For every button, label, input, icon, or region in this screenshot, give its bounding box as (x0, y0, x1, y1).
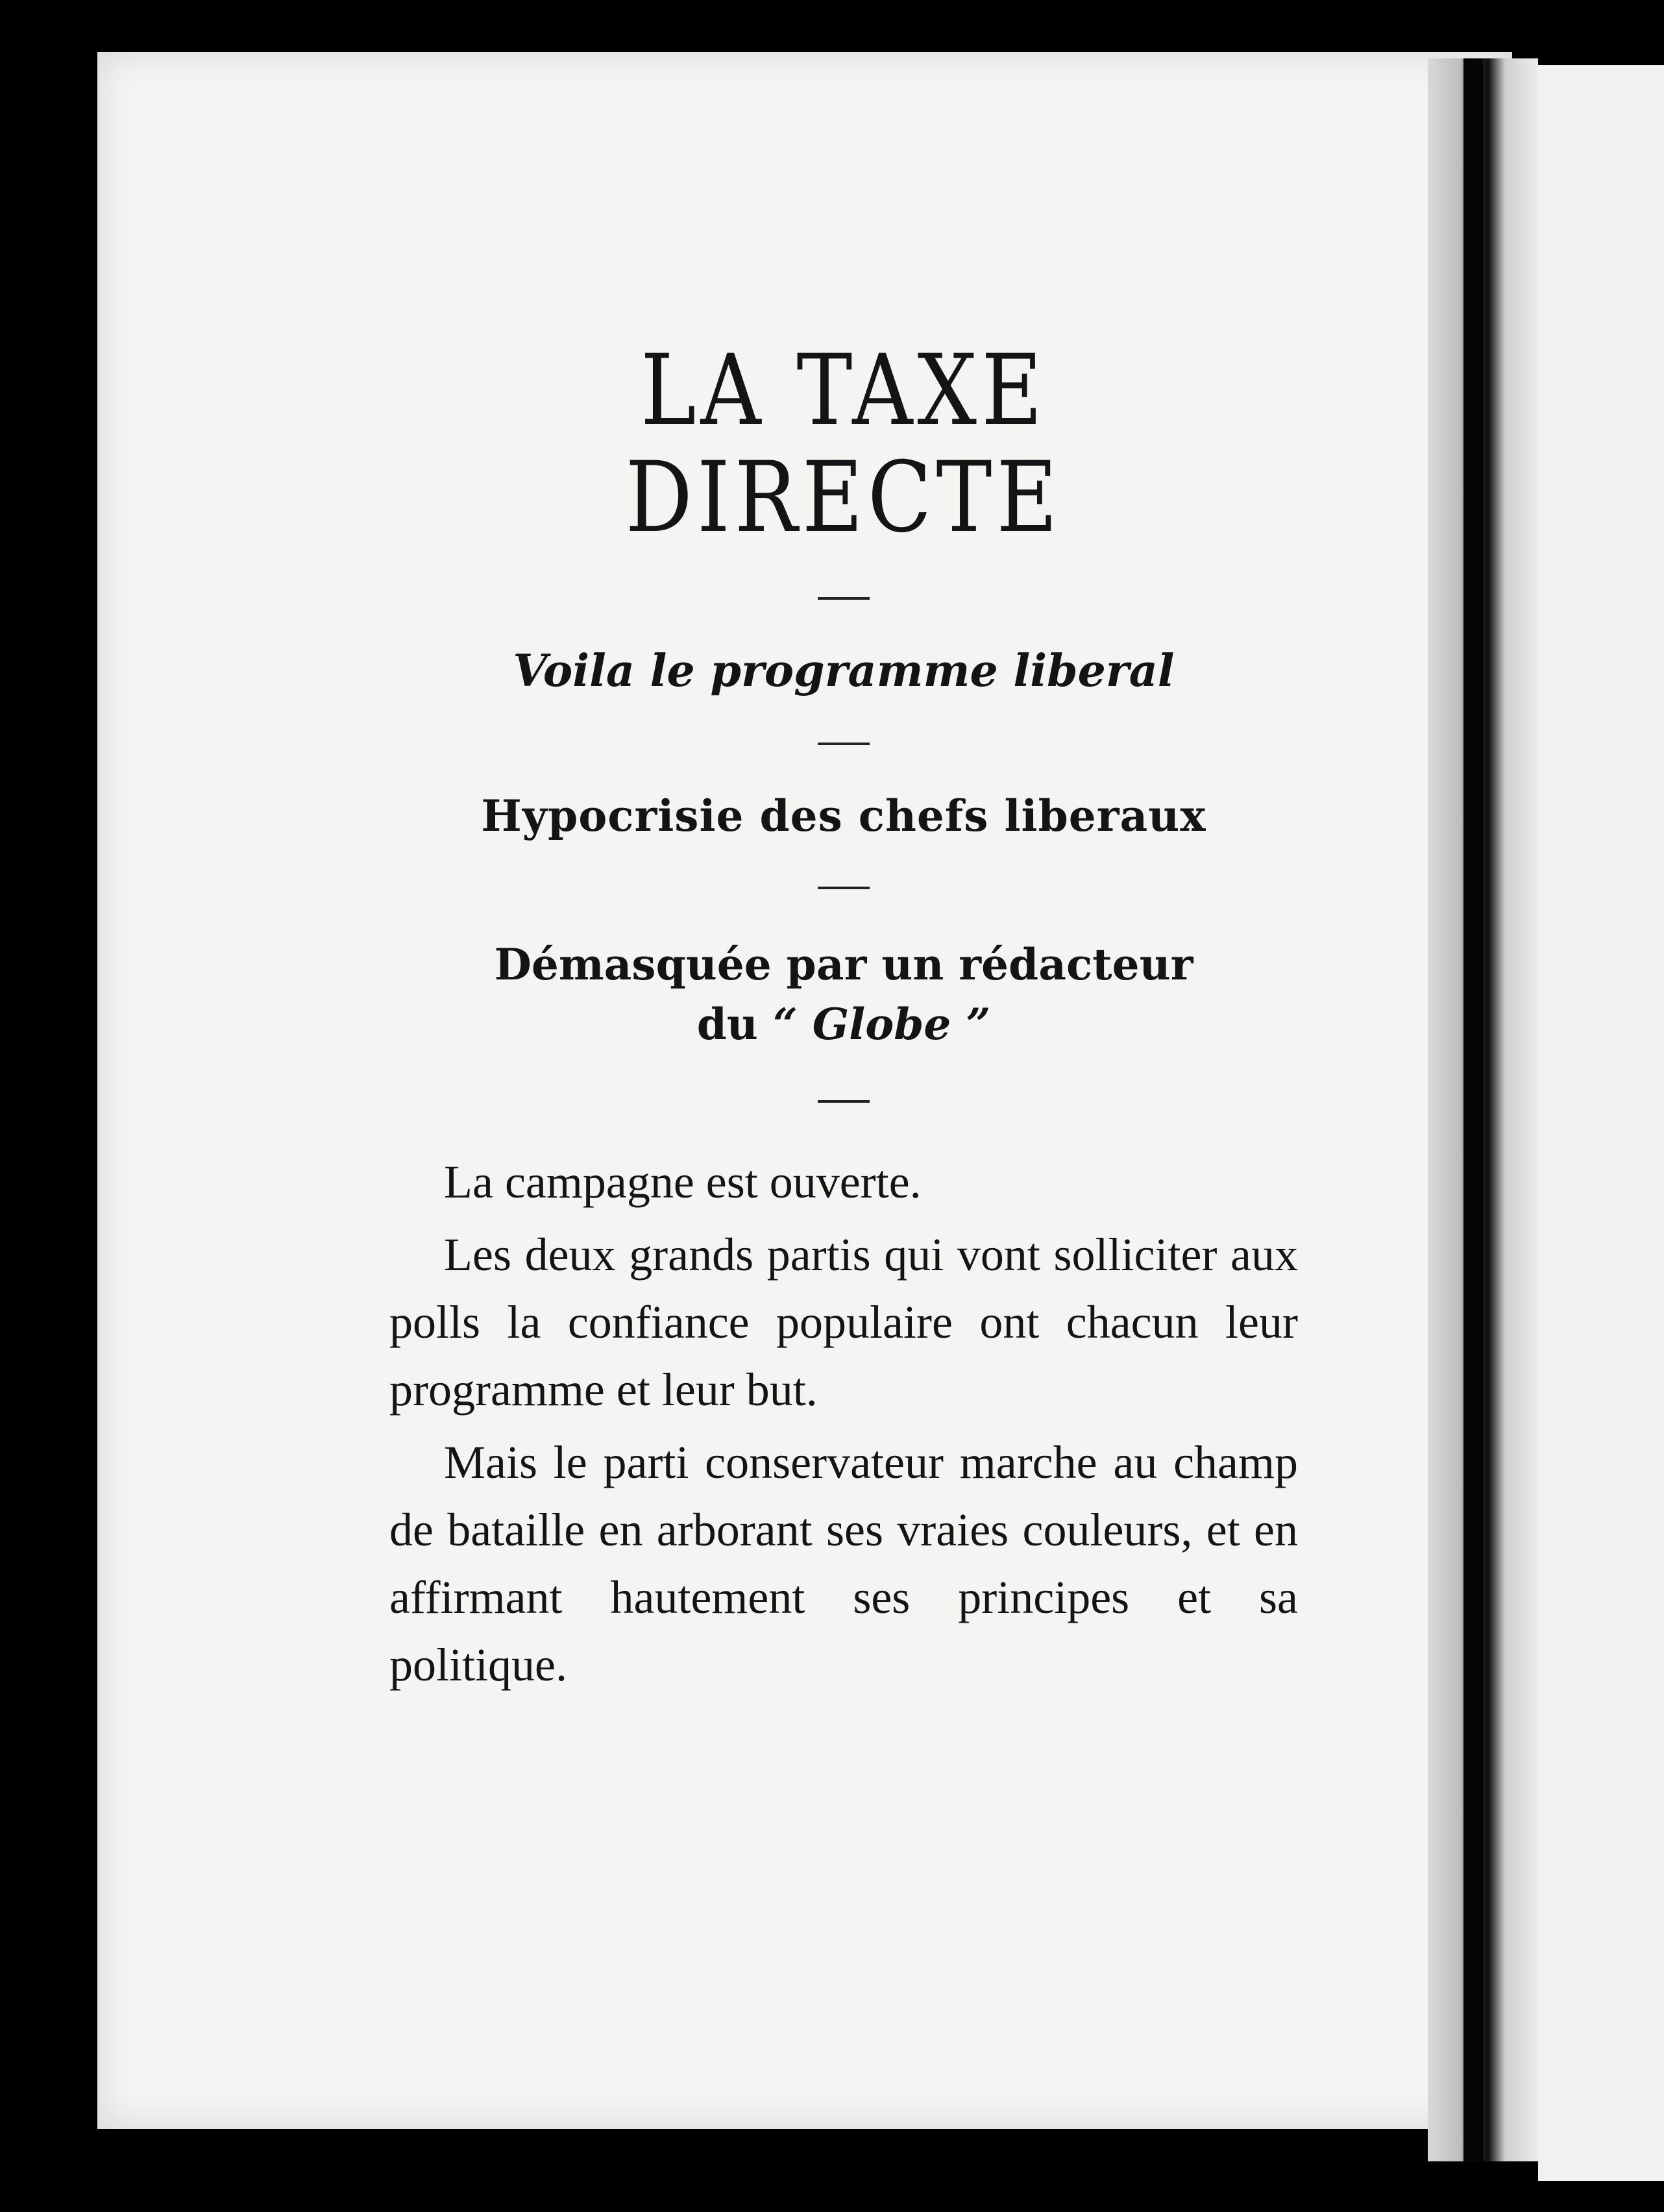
byline (389, 935, 1298, 1055)
binding-gutter (1428, 58, 1538, 2161)
paragraph-2: Les deux grands partis qui vont solliciter aux polls la confiance populaire ont chacun leur programme et leur but. (389, 1228, 1298, 1416)
headline: Hypocrisie des chefs liberaux (481, 791, 1206, 841)
newspaper-name: “ Globe ” (772, 999, 991, 1050)
document-title: LA TAXE DIRECTE (625, 334, 1062, 554)
torn-binding (1463, 58, 1483, 2161)
paragraph-3: Mais le parti conservateur marche au champ de bataille en arborant ses vraies couleurs, et en affirmant hautement ses principes et sa politique. (389, 1436, 1298, 1691)
divider (818, 887, 870, 889)
page-content (389, 334, 1298, 1704)
byline-line-1: Démasquée par un rédacteur (494, 939, 1193, 990)
divider (818, 1100, 870, 1103)
divider (818, 743, 870, 745)
subtitle: Voila le programme liberal (513, 645, 1175, 697)
byline-prefix: du (696, 999, 773, 1050)
adjacent-page-edge (1538, 65, 1664, 2181)
paragraph-1: La campagne est ouverte. (444, 1155, 922, 1208)
divider (818, 597, 870, 600)
